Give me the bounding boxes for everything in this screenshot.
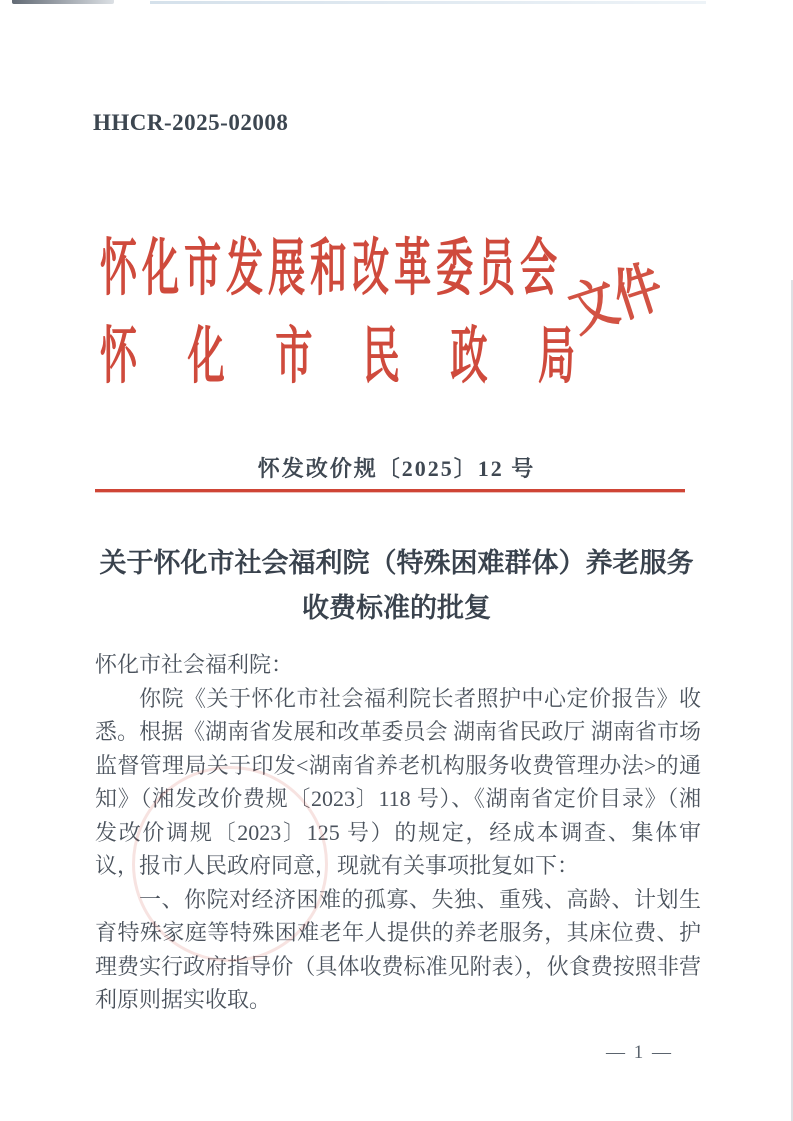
- letterhead-agency-line2: 怀化市民政局: [100, 323, 626, 391]
- letterhead-red-rule: [95, 489, 685, 492]
- letterhead-agency-line1: 怀化市发展和改革委员会: [100, 235, 563, 303]
- document-title-line1: 关于怀化市社会福利院（特殊困难群体）养老服务: [99, 548, 694, 578]
- salutation: 怀化市社会福利院：: [95, 652, 294, 677]
- letterhead-wenjian-suffix: 文件: [561, 255, 671, 345]
- page-number: — 1 —: [606, 1042, 673, 1063]
- body-paragraph-1: 你院《关于怀化市社会福利院长者照护中心定价报告》收悉。根据《湖南省发展和改革委员会 湖南省民政厅 湖南省市场监督管理局关于印发<湖南省养老机构服务收费管理办法>的通知》（湘发改价费规〔2023〕118 号）、《湖南省定价目录》（湘发改价调规〔2023〕125 号）的规定，经成本调查、集体审议，报市人民政府同意，现就有关事项批复如下：: [95, 685, 701, 878]
- document-code: HHCR-2025-02008: [93, 110, 289, 135]
- scan-artifact-top-dark: [12, 0, 114, 4]
- document-title-line2: 收费标准的批复: [302, 593, 491, 623]
- scan-artifact-top-light: [150, 1, 706, 4]
- document-reference-number: 怀发改价规〔2025〕12 号: [257, 456, 536, 481]
- document-body: [95, 648, 701, 1017]
- document-title: [50, 541, 743, 631]
- body-paragraph-2: 一、你院对经济困难的孤寡、失独、重残、高龄、计划生育特殊家庭等特殊困难老年人提供的养老服务，其床位费、护理费实行政府指导价（具体收费标准见附表），伙食费按照非营利原则据实收取。: [95, 886, 701, 1012]
